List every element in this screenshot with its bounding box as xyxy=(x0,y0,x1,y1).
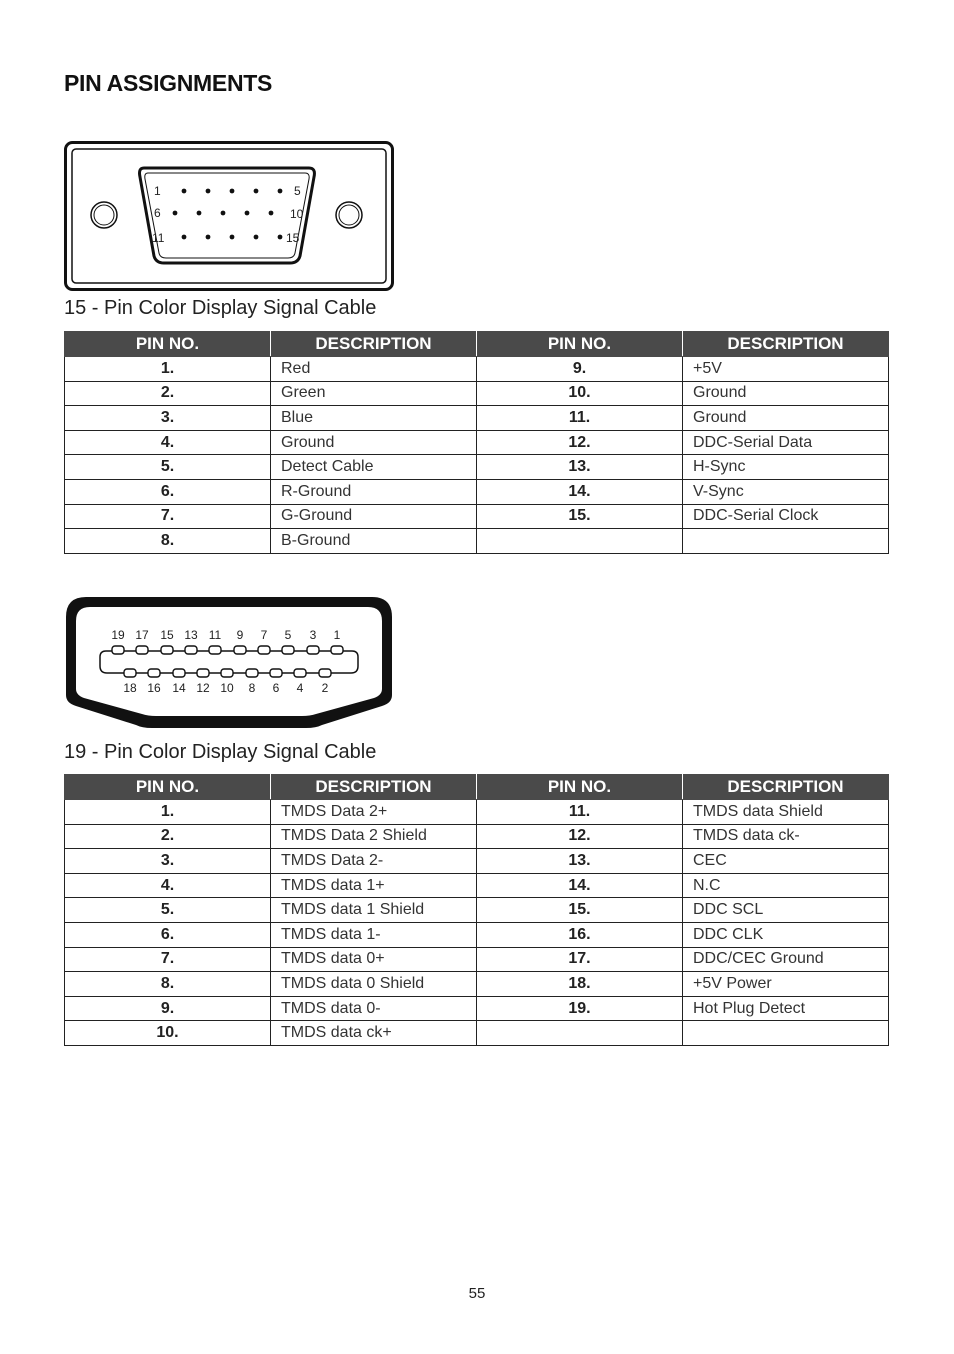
pin-number: 6. xyxy=(65,922,271,947)
pin-description: DDC/CEC Ground xyxy=(683,947,889,972)
pin-number xyxy=(477,529,683,554)
pin-description: TMDS data ck- xyxy=(683,824,889,849)
screw-left-icon xyxy=(91,202,117,228)
pin-number: 2. xyxy=(65,824,271,849)
pin-description: TMDS Data 2 Shield xyxy=(271,824,477,849)
pin-description: Ground xyxy=(683,406,889,431)
vga-pin-dots xyxy=(173,189,283,240)
pin-number: 15. xyxy=(477,898,683,923)
pin-number: 8. xyxy=(65,529,271,554)
pin-number: 14. xyxy=(477,873,683,898)
pin-description: DDC CLK xyxy=(683,922,889,947)
pin-description: +5V xyxy=(683,357,889,382)
pin-number: 8. xyxy=(65,972,271,997)
table-row xyxy=(65,922,889,947)
hdmi-pin-label: 2 xyxy=(321,681,329,695)
table-row xyxy=(65,406,889,431)
hdmi-pin-label: 11 xyxy=(208,628,222,642)
pin-description: DDC SCL xyxy=(683,898,889,923)
hdmi-pin-label: 4 xyxy=(296,681,304,695)
pin-description: +5V Power xyxy=(683,972,889,997)
pin-description: TMDS data 0- xyxy=(271,996,477,1021)
screw-right-icon xyxy=(336,202,362,228)
hdmi-pin-label: 19 xyxy=(111,628,125,642)
pin-number: 1. xyxy=(65,357,271,382)
pin-description: TMDS data ck+ xyxy=(271,1021,477,1046)
pin-number: 11. xyxy=(477,406,683,431)
table-row xyxy=(65,824,889,849)
pin-number: 13. xyxy=(477,455,683,480)
table-row xyxy=(65,529,889,554)
pin-description: DDC-Serial Clock xyxy=(683,504,889,529)
hdmi-pin-label: 6 xyxy=(272,681,280,695)
pin-description: CEC xyxy=(683,849,889,874)
vga-connector-diagram xyxy=(64,141,394,291)
pin-description xyxy=(683,1021,889,1046)
pin-description: TMDS data 0+ xyxy=(271,947,477,972)
pin-number: 12. xyxy=(477,824,683,849)
hdmi-pin-label: 10 xyxy=(220,681,234,695)
hdmi-pin-label: 8 xyxy=(248,681,256,695)
column-header: PIN NO. xyxy=(65,332,271,357)
pin-number: 7. xyxy=(65,504,271,529)
pin-description: Red xyxy=(271,357,477,382)
table-row xyxy=(65,430,889,455)
table-row xyxy=(65,381,889,406)
table-header-row xyxy=(65,332,889,357)
pin-number: 5. xyxy=(65,898,271,923)
hdmi-pin-label: 13 xyxy=(184,628,198,642)
pin-number: 10. xyxy=(65,1021,271,1046)
hdmi-pin-label: 18 xyxy=(123,681,137,695)
hdmi-pin-label: 5 xyxy=(284,628,292,642)
pin-number: 3. xyxy=(65,406,271,431)
hdmi-pin-label: 16 xyxy=(147,681,161,695)
pin-number: 17. xyxy=(477,947,683,972)
pin-description: TMDS data Shield xyxy=(683,800,889,825)
pin-description xyxy=(683,529,889,554)
pin-number: 6. xyxy=(65,479,271,504)
hdmi-pin-label: 1 xyxy=(333,628,341,642)
pin-number: 11. xyxy=(477,800,683,825)
page-title: PIN ASSIGNMENTS xyxy=(64,70,273,96)
pin-description: DDC-Serial Data xyxy=(683,430,889,455)
pin-number: 15. xyxy=(477,504,683,529)
pin-description: TMDS data 1- xyxy=(271,922,477,947)
pin-description: Blue xyxy=(271,406,477,431)
pin-number: 4. xyxy=(65,873,271,898)
pin-description: TMDS data 0 Shield xyxy=(271,972,477,997)
table-header-row xyxy=(65,775,889,800)
table-row xyxy=(65,357,889,382)
pin-number: 16. xyxy=(477,922,683,947)
pin-number: 4. xyxy=(65,430,271,455)
pin-description: Green xyxy=(271,381,477,406)
page-number: 55 xyxy=(468,1285,486,1302)
vga-pin-label: 1 xyxy=(154,184,161,198)
pin-description: R-Ground xyxy=(271,479,477,504)
hdmi-pin-label: 7 xyxy=(260,628,268,642)
pin-description: TMDS data 1+ xyxy=(271,873,477,898)
table-row xyxy=(65,849,889,874)
pin-number: 14. xyxy=(477,479,683,504)
vga-caption: 15 - Pin Color Display Signal Cable xyxy=(64,297,377,319)
hdmi-pin-label: 3 xyxy=(309,628,317,642)
hdmi-pin-label: 15 xyxy=(160,628,174,642)
hdmi-connector-diagram xyxy=(64,595,394,733)
table-row xyxy=(65,996,889,1021)
table-row xyxy=(65,479,889,504)
pin-number: 9. xyxy=(65,996,271,1021)
pin-description: G-Ground xyxy=(271,504,477,529)
vga-pin-label: 15 xyxy=(286,231,300,245)
pin-number: 18. xyxy=(477,972,683,997)
pin-number: 2. xyxy=(65,381,271,406)
pin-number: 12. xyxy=(477,430,683,455)
table-row xyxy=(65,800,889,825)
hdmi-pin-label: 9 xyxy=(236,628,244,642)
pin-description: Ground xyxy=(271,430,477,455)
table-row xyxy=(65,898,889,923)
column-header: DESCRIPTION xyxy=(683,332,889,357)
table-row xyxy=(65,972,889,997)
pin-number: 5. xyxy=(65,455,271,480)
column-header: DESCRIPTION xyxy=(271,332,477,357)
vga-pin-table xyxy=(64,331,889,554)
table-row xyxy=(65,455,889,480)
pin-description: H-Sync xyxy=(683,455,889,480)
hdmi-pin-label: 17 xyxy=(135,628,149,642)
column-header: PIN NO. xyxy=(65,775,271,800)
pin-description: N.C xyxy=(683,873,889,898)
pin-number: 9. xyxy=(477,357,683,382)
vga-pin-label: 6 xyxy=(154,206,161,220)
hdmi-pin-label: 12 xyxy=(196,681,210,695)
pin-description: Ground xyxy=(683,381,889,406)
vga-pin-label: 5 xyxy=(294,184,301,198)
pin-description: TMDS data 1 Shield xyxy=(271,898,477,923)
column-header: DESCRIPTION xyxy=(271,775,477,800)
column-header: PIN NO. xyxy=(477,332,683,357)
pin-description: V-Sync xyxy=(683,479,889,504)
pin-description: Detect Cable xyxy=(271,455,477,480)
pin-number: 3. xyxy=(65,849,271,874)
table-row xyxy=(65,1021,889,1046)
hdmi-pin-table xyxy=(64,774,889,1046)
pin-number: 13. xyxy=(477,849,683,874)
table-row xyxy=(65,504,889,529)
pin-number: 1. xyxy=(65,800,271,825)
vga-pin-label: 11 xyxy=(152,231,165,245)
pin-number: 7. xyxy=(65,947,271,972)
pin-description: Hot Plug Detect xyxy=(683,996,889,1021)
hdmi-pin-label: 14 xyxy=(172,681,186,695)
vga-pin-label: 10 xyxy=(290,207,304,221)
column-header: DESCRIPTION xyxy=(683,775,889,800)
table-row xyxy=(65,873,889,898)
pin-number: 10. xyxy=(477,381,683,406)
pin-description: TMDS Data 2+ xyxy=(271,800,477,825)
pin-description: TMDS Data 2- xyxy=(271,849,477,874)
pin-number xyxy=(477,1021,683,1046)
pin-number: 19. xyxy=(477,996,683,1021)
hdmi-caption: 19 - Pin Color Display Signal Cable xyxy=(64,741,377,763)
column-header: PIN NO. xyxy=(477,775,683,800)
table-row xyxy=(65,947,889,972)
pin-description: B-Ground xyxy=(271,529,477,554)
